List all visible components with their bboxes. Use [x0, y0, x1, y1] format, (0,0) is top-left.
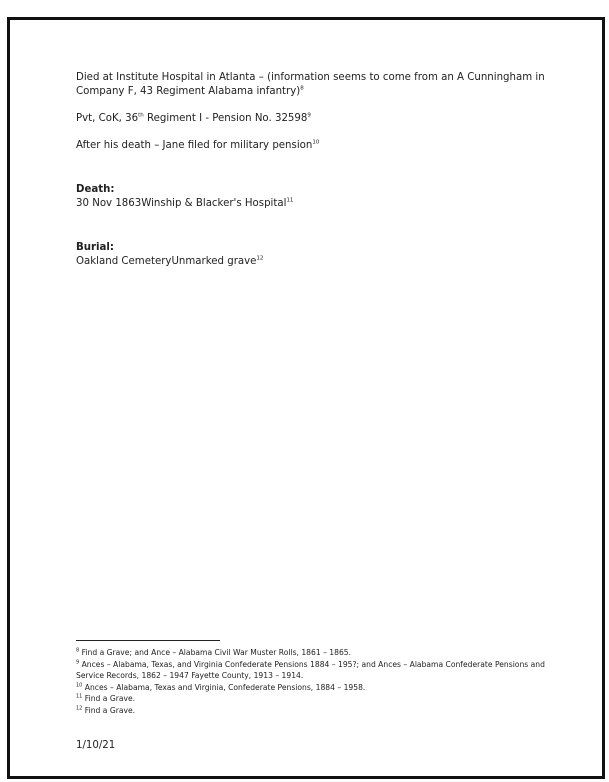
footnote-ref[interactable]: 9 [307, 112, 311, 119]
footnote-10 [76, 682, 546, 694]
footnote-text: Ances – Alabama, Texas and Virginia, Confederate Pensions, 1884 – 1958. [82, 682, 366, 692]
burial-note: Unmarked grave [171, 256, 257, 267]
burial-row [76, 255, 546, 269]
footnote-11 [76, 693, 546, 705]
footnote-number: 8 [76, 647, 80, 654]
death-date: 30 Nov 1863 [76, 198, 142, 209]
paragraph-death-info [76, 71, 546, 99]
footnotes [76, 647, 546, 716]
death-heading: Death: [76, 184, 115, 195]
footnote-number: 10 [76, 681, 83, 688]
footnote-ref[interactable]: 10 [312, 139, 320, 146]
footnote-8 [76, 647, 546, 659]
footnote-ref[interactable]: 8 [300, 85, 304, 92]
paragraph-text: Died at Institute Hospital in Atlanta – (information seems to come from an A Cunningham in Company F, 43 Regiment Alabama infantry) [76, 72, 545, 97]
footnote-number: 12 [76, 704, 83, 711]
burial-heading: Burial: [76, 242, 114, 253]
ordinal-suffix: th [138, 112, 144, 119]
death-row [76, 197, 546, 211]
paragraph-pension [76, 112, 546, 126]
footnote-12 [76, 705, 546, 717]
death-place: Winship & Blacker's Hospital [141, 198, 287, 209]
footer-date: 1/10/21 [76, 740, 116, 751]
footnote-text: Find a Grave. [82, 705, 136, 715]
burial-place: Oakland Cemetery [76, 256, 172, 267]
paragraph-jane-pension [76, 139, 546, 153]
footnote-separator [76, 640, 220, 641]
footnote-text: Find a Grave. [82, 694, 136, 703]
paragraph-text: Pvt, CoK, 36 [76, 113, 139, 124]
footnote-number: 11 [76, 693, 83, 700]
paragraph-text: After his death – Jane filed for military pension [76, 140, 313, 151]
footnote-number: 9 [76, 658, 80, 665]
footnote-ref[interactable]: 11 [286, 197, 294, 204]
footnote-text: Ances – Alabama, Texas, and Virginia Confederate Pensions 1884 – 195?; and Ances – Alabama Confederate Pensions and Service Records, 1862 – 1947 Fayette County, 1913 – 1914. [76, 659, 545, 680]
paragraph-text: Regiment I - Pension No. 32598 [143, 113, 308, 124]
footnote-text: Find a Grave; and Ance – Alabama Civil War Muster Rolls, 1861 – 1865. [79, 648, 352, 657]
footnote-9 [76, 659, 546, 682]
footnote-ref[interactable]: 12 [256, 255, 264, 262]
document-body [76, 71, 546, 269]
